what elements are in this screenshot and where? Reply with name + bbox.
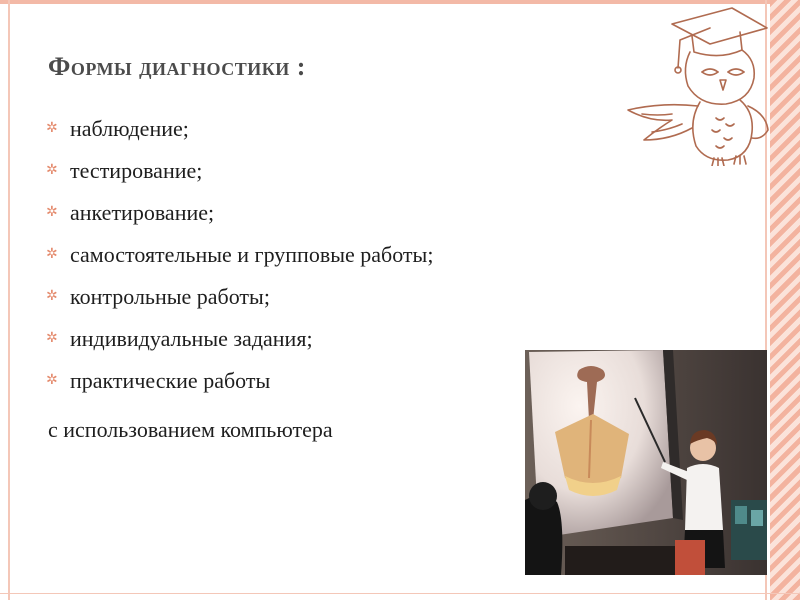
list-item-label: индивидуальные задания; [70, 326, 313, 351]
diagnostic-forms-list [46, 108, 433, 402]
sunburst-bullet-icon: ✲ [46, 331, 58, 346]
classroom-photo [525, 350, 767, 575]
list-item-label: наблюдение; [70, 116, 189, 141]
list-item [46, 108, 433, 150]
list-item-label: тестирование; [70, 158, 203, 183]
list-item-label: анкетирование; [70, 200, 215, 225]
list-item [46, 150, 433, 192]
bottom-border-line [0, 593, 800, 594]
sunburst-bullet-icon: ✲ [46, 247, 58, 262]
left-border-line [8, 0, 10, 600]
list-item [46, 192, 433, 234]
list-item [46, 318, 433, 360]
sunburst-bullet-icon: ✲ [46, 121, 58, 136]
top-accent-band [0, 0, 800, 4]
list-item-label: самостоятельные и групповые работы; [70, 242, 434, 267]
owl-graduation-cap-icon [622, 6, 782, 166]
sunburst-bullet-icon: ✲ [46, 205, 58, 220]
sunburst-bullet-icon: ✲ [46, 373, 58, 388]
list-item [46, 276, 433, 318]
list-item [46, 234, 433, 276]
list-continuation-text: с использованием компьютера [48, 417, 333, 442]
list-item-label: контрольные работы; [70, 284, 270, 309]
slide-title: Формы диагностики : [48, 52, 306, 81]
list-item-label: практические работы [70, 368, 271, 393]
sunburst-bullet-icon: ✲ [46, 163, 58, 178]
sunburst-bullet-icon: ✲ [46, 289, 58, 304]
list-item [46, 360, 433, 402]
